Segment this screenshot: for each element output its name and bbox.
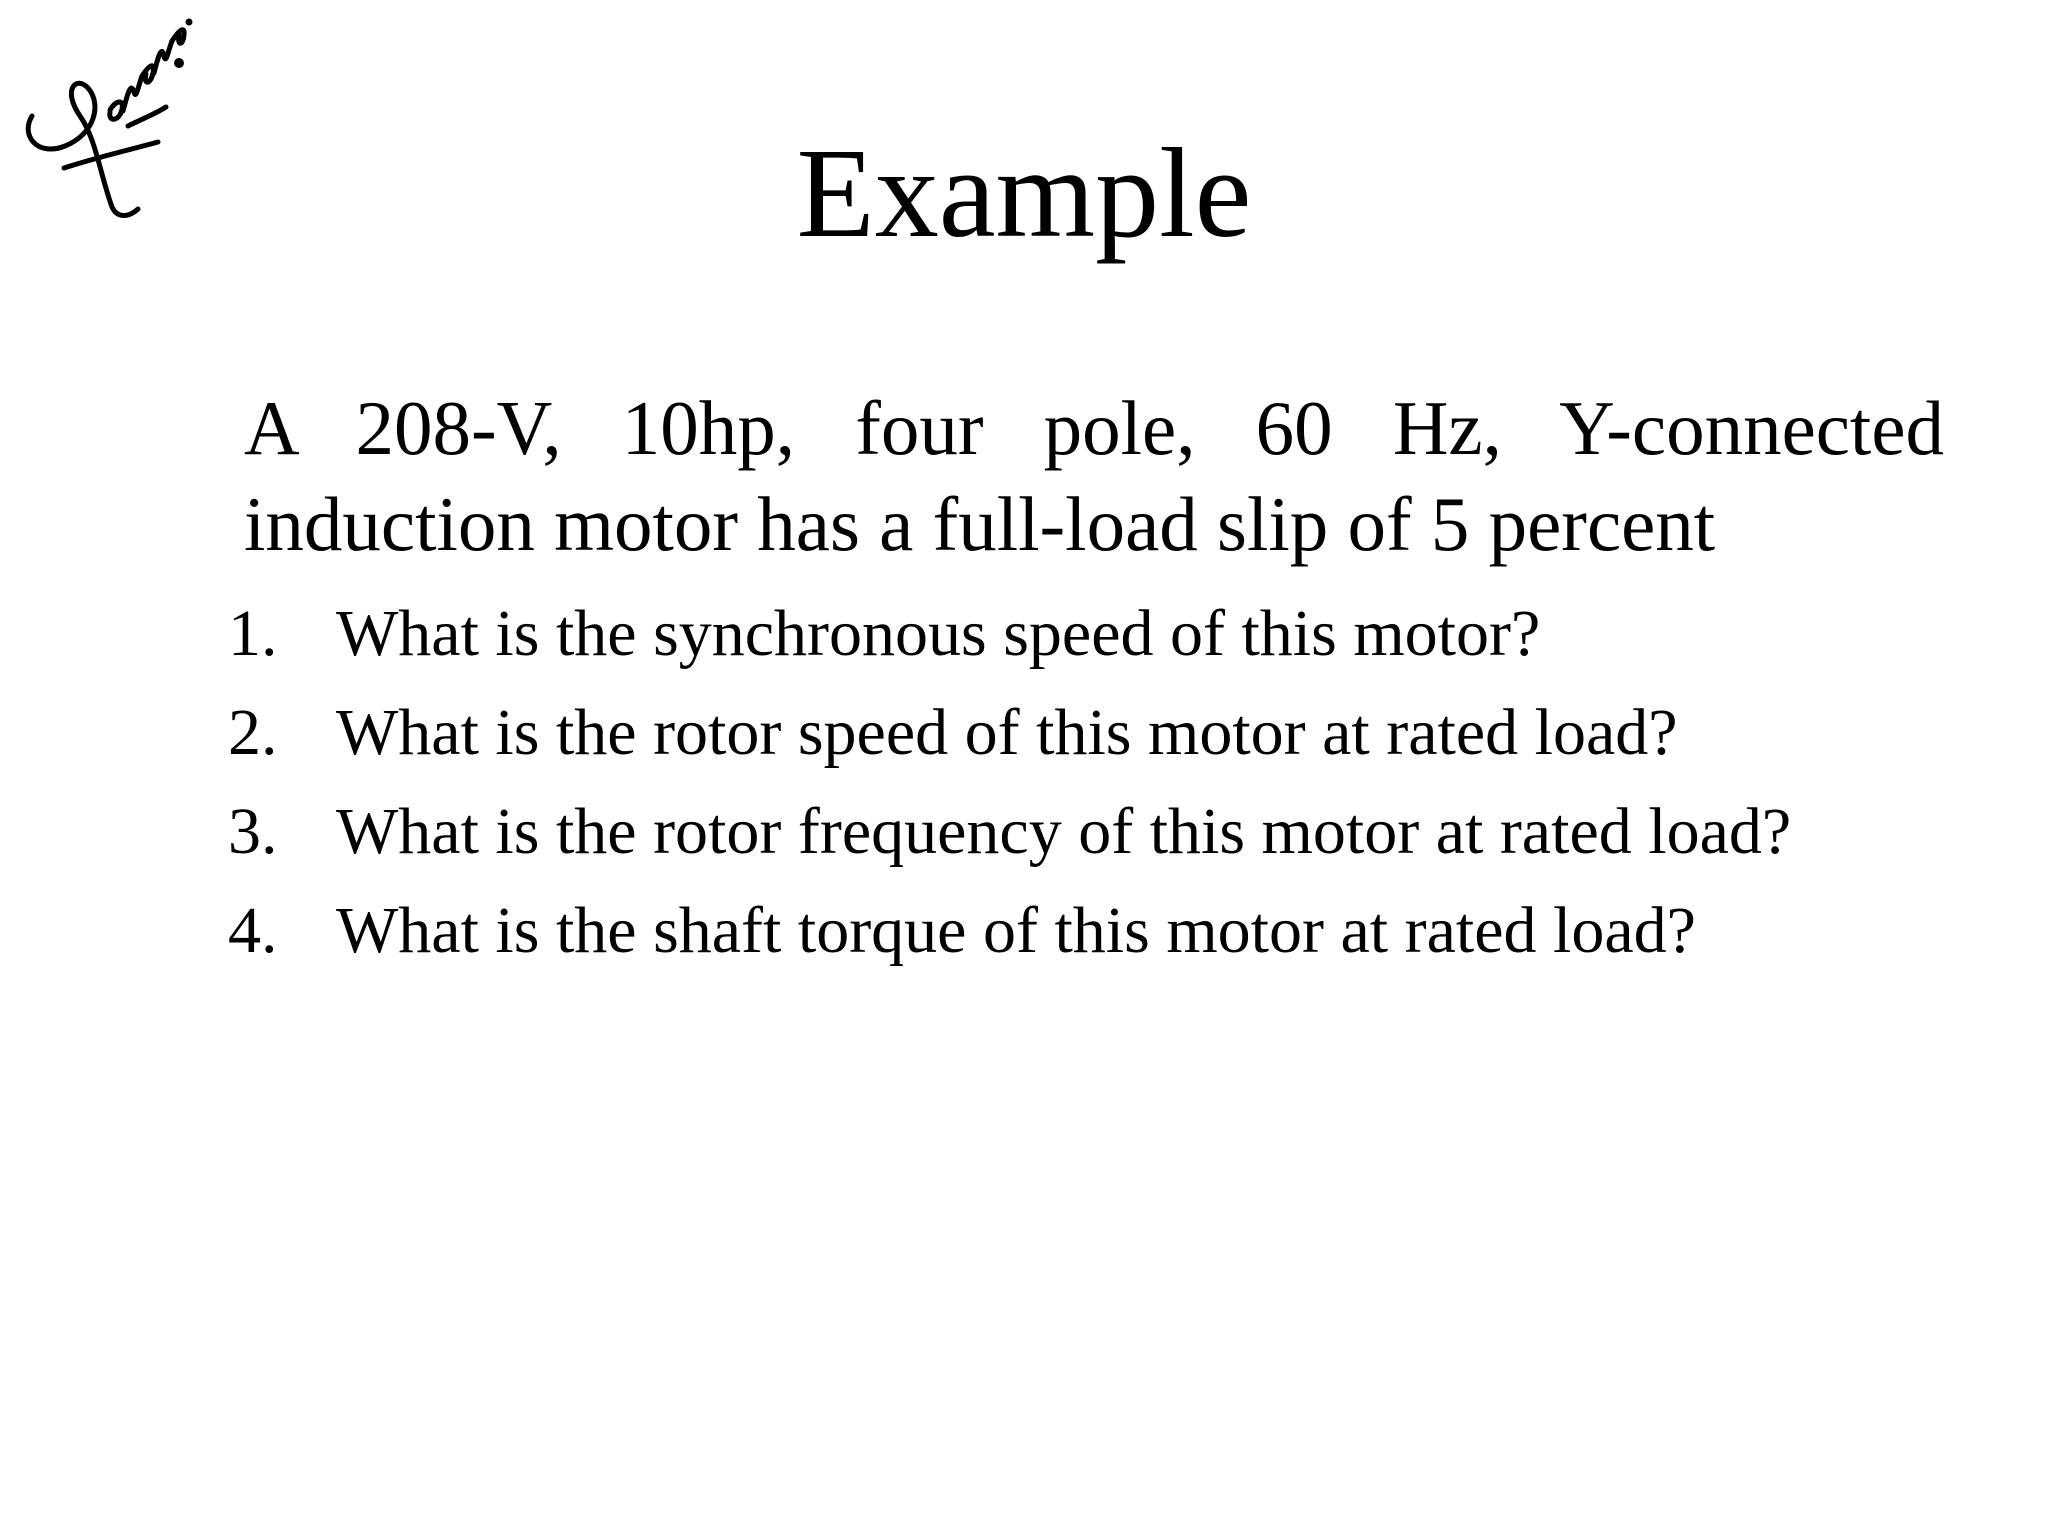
question-item xyxy=(228,881,2008,980)
question-number: 1. xyxy=(228,597,278,670)
question-list xyxy=(228,584,2008,980)
question-text: What is the shaft torque of this motor at rated load? xyxy=(336,894,1696,967)
slide-title: Example xyxy=(796,122,1252,264)
problem-statement-line: induction motor has a full-load slip of 5 percent xyxy=(244,481,1716,567)
question-number: 4. xyxy=(228,894,278,967)
question-text: What is the synchronous speed of this motor? xyxy=(336,597,1541,670)
question-item xyxy=(228,584,2008,683)
question-item xyxy=(228,782,2008,881)
problem-statement xyxy=(244,380,1944,572)
question-text: What is the rotor speed of this motor at rated load? xyxy=(336,696,1678,769)
question-number: 2. xyxy=(228,696,278,769)
question-text: What is the rotor frequency of this motor at rated load? xyxy=(336,795,1792,868)
problem-statement-line: A 208-V, 10hp, four pole, 60 Hz, Y-connected xyxy=(244,385,1944,471)
question-number: 3. xyxy=(228,795,278,868)
question-item xyxy=(228,683,2008,782)
